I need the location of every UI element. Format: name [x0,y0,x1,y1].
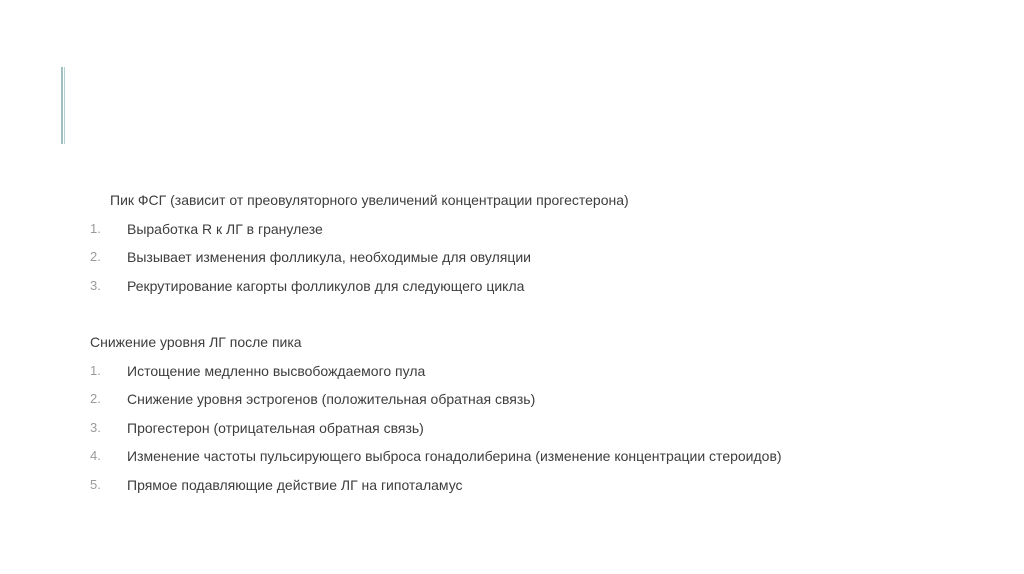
list-item-number: 4. [90,448,101,463]
list-item-number: 3. [90,278,101,293]
accent-bar-decoration-thin [64,67,65,144]
list-item-text: Рекрутирование кагорты фолликулов для следующего цикла [127,278,525,294]
list-item-text: Прямое подавляющие действие ЛГ на гипоталамус [127,477,463,493]
list-item-number: 2. [90,249,101,264]
list-item-number: 1. [90,363,101,378]
list-item-text: Изменение частоты пульсирующего выброса гонадолиберина (изменение концентрации стероидов) [127,448,782,464]
list-item-number: 5. [90,477,101,492]
list-item-text: Истощение медленно высвобождаемого пула [127,363,426,379]
accent-bar-decoration [61,67,63,144]
section2-heading: Снижение уровня ЛГ после пика [90,334,302,350]
list-item-text: Снижение уровня эстрогенов (положительная обратная связь) [127,391,536,407]
list-item-text: Вызывает изменения фолликула, необходимые для овуляции [127,249,531,265]
section1-heading: Пик ФСГ (зависит от преовуляторного увеличений концентрации прогестерона) [110,192,629,208]
list-item-number: 3. [90,420,101,435]
list-item-text: Прогестерон (отрицательная обратная связь) [127,420,424,436]
list-item-number: 2. [90,391,101,406]
list-item-text: Выработка R к ЛГ в гранулезе [127,221,323,237]
list-item-number: 1. [90,221,101,236]
